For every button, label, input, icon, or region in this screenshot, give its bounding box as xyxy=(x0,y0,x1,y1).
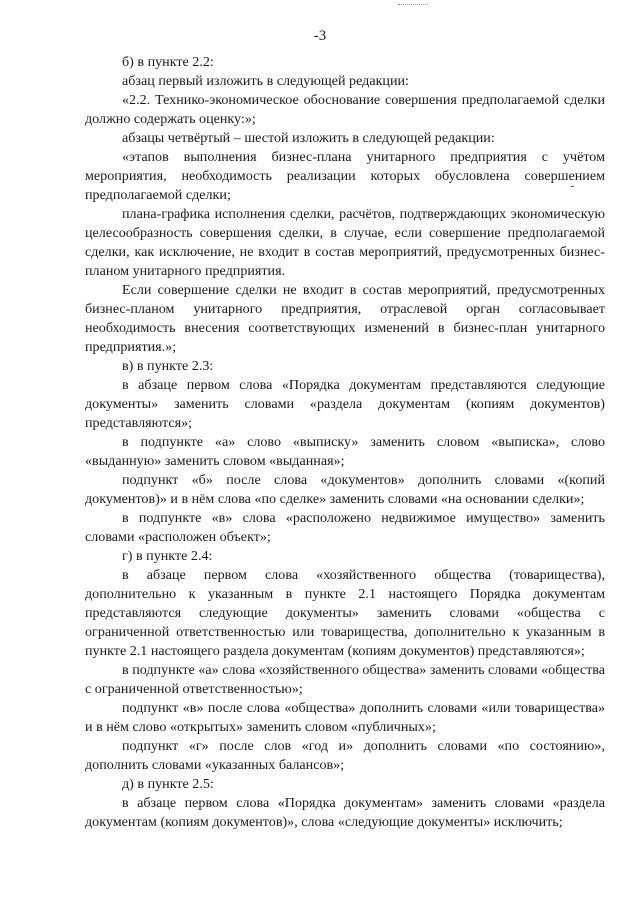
document-body xyxy=(85,53,605,832)
paragraph: «этапов выполнения бизнес-плана унитарного предприятия с учётом мероприятия, необходимость реализации которых обусловлена совершением предполагаемой сделки; xyxy=(85,149,605,203)
paragraph: в абзаце первом слова «Порядка документам представляются следующие документы» заменить словами «раздела документам (копиям документов) представляются»; xyxy=(85,377,605,431)
paragraph: г) в пункте 2.4: xyxy=(122,548,213,564)
paragraph: в подпункте «а» слова «хозяйственного общества» заменить словами «общества с ограниченной ответственностью»; xyxy=(85,662,605,697)
paragraph: б) в пункте 2.2: xyxy=(122,54,214,70)
paragraph: абзац первый изложить в следующей редакции: xyxy=(122,73,409,89)
paragraph: в подпункте «а» слово «выписку» заменить словом «выписка», слово «выданную» заменить словом «выданная»; xyxy=(85,434,605,469)
page-number: -3 xyxy=(313,28,327,44)
scan-artifact xyxy=(398,4,428,6)
paragraph: абзацы четвёртый – шестой изложить в следующей редакции: xyxy=(122,130,495,146)
paragraph: д) в пункте 2.5: xyxy=(122,776,214,792)
paragraph: «2.2. Технико-экономическое обоснование совершения предполагаемой сделки должно содержать оценку:»; xyxy=(85,92,605,127)
paragraph: плана-графика исполнения сделки, расчётов, подтверждающих экономическую целесообразность совершения сделки, в случае, если совершение предполагаемой сделки, как исключение, не входит в состав мероприятий, предусмотренных бизнес-планом унитарного предприятия. xyxy=(85,206,605,279)
paragraph: Если совершение сделки не входит в состав мероприятий, предусмотренных бизнес-планом унитарного предприятия, отраслевой орган согласовывает необходимость внесения соответствующих изменений в бизнес-план унитарного предприятия.»; xyxy=(85,282,605,355)
paragraph: в абзаце первом слова «хозяйственного общества (товарищества), дополнительно к указанным в пункте 2.1 настоящего Порядка документам представляются следующие документы» заменить словами «общества с ограниченной ответственностью или товарищества, дополнительно к указанным в пункте 2.1 настоящего раздела документам (копиям документов) представляются»; xyxy=(85,567,605,659)
paragraph: подпункт «в» после слова «общества» дополнить словами «или товарищества» и в нём слово «открытых» заменить словом «публичных»; xyxy=(85,700,605,735)
paragraph: в) в пункте 2.3: xyxy=(122,358,214,374)
paragraph: в подпункте «в» слова «расположено недвижимое имущество» заменить словами «расположен объект»; xyxy=(85,510,605,545)
paragraph: подпункт «г» после слов «год и» дополнить словами «по состоянию», дополнить словами «указанных балансов»; xyxy=(85,738,605,773)
paragraph: в абзаце первом слова «Порядка документам» заменить словами «раздела документам (копиям документов)», слова «следующие документы» исключить; xyxy=(85,795,605,830)
paragraph: подпункт «б» после слова «документов» дополнить словами «(копий документов)» и в нём слова «по сделке» заменить словами «на основании сделки»; xyxy=(85,472,605,507)
